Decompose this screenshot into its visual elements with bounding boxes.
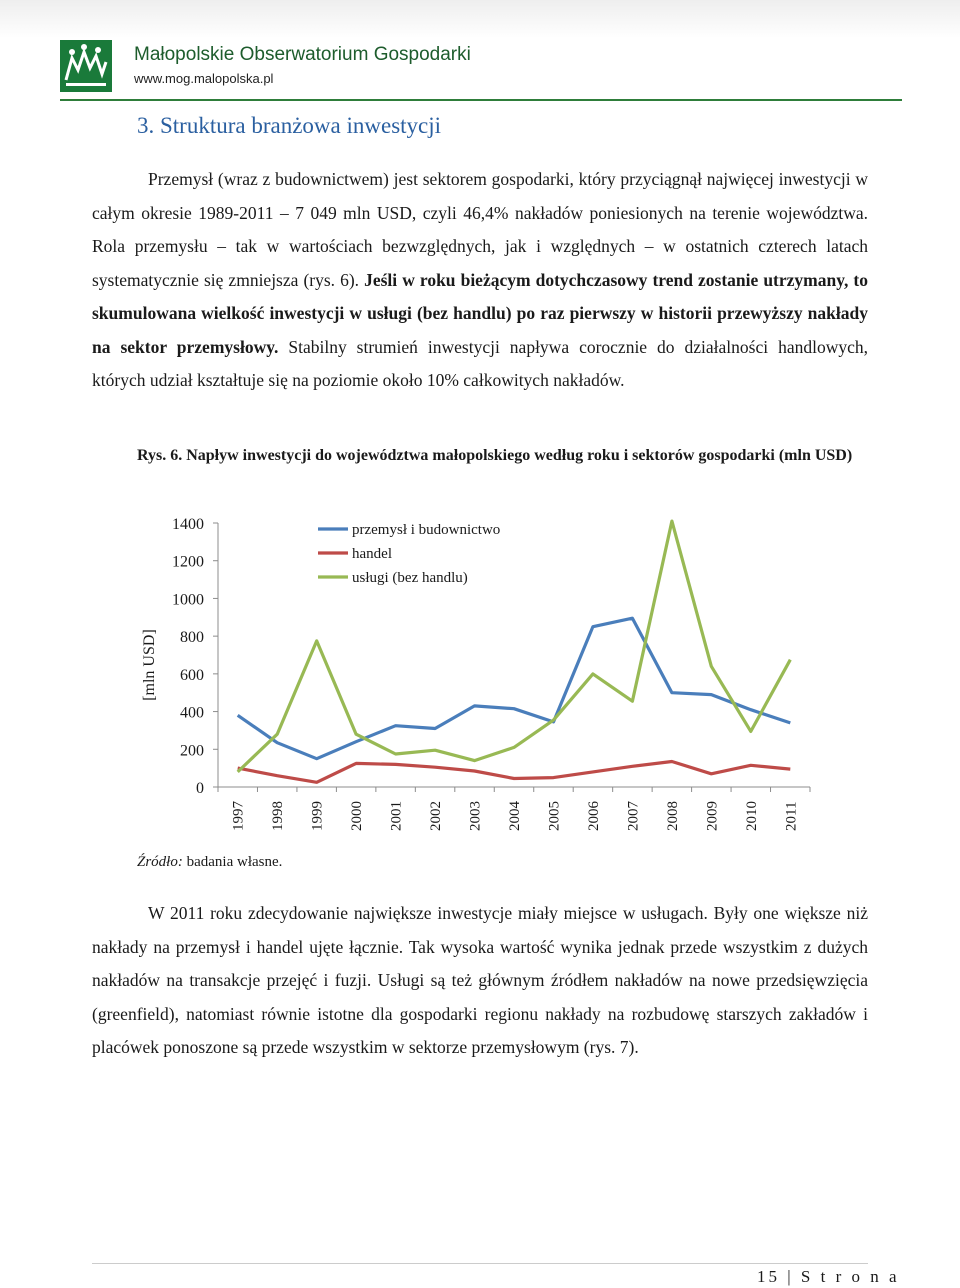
x-tick-label: 2001 <box>388 801 405 831</box>
paragraph-2 <box>92 897 868 1065</box>
series-line-1 <box>238 618 791 759</box>
y-tick-label: 600 <box>180 666 204 684</box>
paragraph-1-text: Przemysł (wraz z budownictwem) jest sektorem gospodarki, który przyciągnął najwięcej inwestycji w całym okresie 1989-2011 – 7 049 mln USD, czyli 46,4% nakładów poniesionych na terenie województwa. Rola przemysłu – tak w wartościach bezwzględnych, jak i względnych – w ostatnich czterech latach systematycznie się zmniejsza (rys. 6). <box>92 169 868 290</box>
y-tick-label: 1400 <box>172 516 204 533</box>
paragraph-2-text: W 2011 roku zdecydowanie największe inwestycje miały miejsce w usługach. Były one większe niż nakłady na przemysł i handel ujęte łącznie. Tak wysoka wartość wynika jednak przede wszystkim z dużych nakładów na transakcje przejęć i fuzji. Usługi są też głównym źródłem nakładów na nowe przedsięwzięcia (greenfield), natomiast równie istotne dla gospodarki regionu nakłady na rozbudowę starszych zakładów i placówek ponoszone są przede wszystkim w sektorze przemysłowym (rys. 7). <box>92 903 868 1057</box>
x-tick-label: 2007 <box>625 801 642 831</box>
series-line-3 <box>238 521 791 772</box>
figure-caption: Rys. 6. Napływ inwestycji do województwa małopolskiego według roku i sektorów gospodarki (mln USD) <box>137 447 853 464</box>
x-tick-label: 2005 <box>546 801 563 831</box>
footer-divider <box>92 1263 868 1264</box>
y-tick-label: 400 <box>180 704 204 722</box>
legend-label-2: handel <box>352 546 392 562</box>
legend-label-1: przemysł i budownictwo <box>352 522 501 538</box>
org-url[interactable]: www.mog.malopolska.pl <box>134 71 274 86</box>
paragraph-1 <box>92 163 868 398</box>
x-tick-label: 1997 <box>230 801 247 831</box>
legend-label-3: usługi (bez handlu) <box>352 570 468 586</box>
x-tick-label: 2006 <box>585 801 602 831</box>
x-tick-label: 2003 <box>467 801 484 831</box>
x-tick-label: 2011 <box>783 801 800 831</box>
series-line-2 <box>238 762 791 783</box>
source-text: badania własne. <box>182 854 283 870</box>
y-axis-label: [mln USD] <box>141 629 158 701</box>
y-tick-label: 0 <box>196 780 204 797</box>
x-tick-label: 2009 <box>704 801 721 831</box>
mog-logo-icon <box>60 40 112 92</box>
x-tick-label: 2000 <box>349 801 366 831</box>
paragraph-1-text-end: Stabilny strumień inwestycji napływa corocznie do działalności handlowych, których udział kształtuje się na poziomie około 10% całkowitych nakładów. <box>92 336 869 390</box>
org-name: Małopolskie Obserwatorium Gospodarki <box>134 44 471 65</box>
paragraph-1-bold: Jeśli w roku bieżącym dotychczasowy trend zostanie utrzymany, to skumulowana wielkość inwestycji w usługi (bez handlu) po raz pierwszy w historii przewyższy nakłady na sektor przemysłowy. <box>92 269 869 357</box>
y-tick-label: 200 <box>180 742 204 760</box>
y-tick-label: 1000 <box>172 591 204 609</box>
x-tick-label: 2010 <box>743 801 760 831</box>
header-divider <box>60 99 902 101</box>
x-tick-label: 2002 <box>428 801 445 831</box>
x-tick-label: 1999 <box>309 801 326 831</box>
line-chart <box>130 505 820 845</box>
y-tick-label: 800 <box>180 629 204 647</box>
source-label: Źródło: <box>137 854 183 870</box>
page-number: 15 | S t r o n a <box>757 1267 900 1286</box>
section-title: 3. Struktura branżowa inwestycji <box>137 113 442 138</box>
x-tick-label: 2004 <box>507 801 523 831</box>
source-note <box>137 854 282 871</box>
x-tick-label: 1998 <box>270 801 287 831</box>
y-tick-label: 1200 <box>172 553 204 571</box>
x-tick-label: 2008 <box>664 801 681 831</box>
